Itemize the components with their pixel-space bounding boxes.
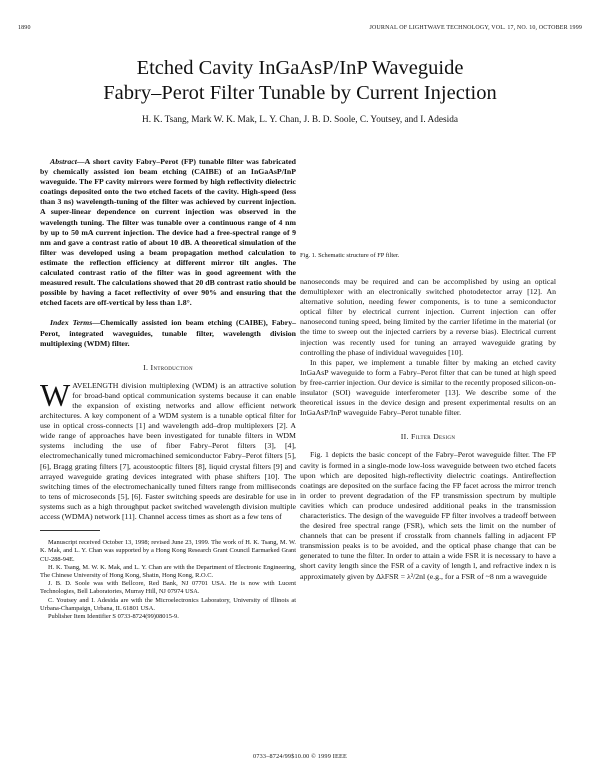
index-terms: [40, 318, 296, 348]
index-terms-text: —Chemically assisted ion beam etching (CAIBE), Fabry–Perot, integrated waveguides, tunable filter, wavelength division multiplexing (WDM) filter.: [40, 318, 296, 348]
intro-text: AVELENGTH division multiplexing (WDM) is an attractive solution for broad-band optical communication systems because it can enable the expansion of existing networks and allow efficient network architectures. A key component of a WDM system is a tunable optical filter for use in optical cross-connects [1] and wavelength add–drop multiplexers [2]. A wide range of approaches have been investigated for tunable filters in WDM systems including the use of fiber Fabry–Perot filters [3], [4], electromechanically tuned micromachined semiconductor Fabry–Perot filters [5], [6], Bragg grating filters [7], acoustooptic filters [8], liquid crystal filters [9] and arrayed waveguide grating devices integrated with phase shifters [10]. The switching times of the electromechanically tuned filters range from milliseconds to tens of microseconds [5], [6]. Faster switching speeds are desirable for use in systems such as a high throughput packet switched wavelength division multiple access (WDMA) network [11]. Channel access times as short as a few tens of: [40, 380, 296, 521]
copyright-footer: 0733–8724/99$10.00 © 1999 IEEE: [253, 753, 347, 760]
footnote: J. B. D. Soole was with Bellcore, Red Bank, NJ 07701 USA. He is now with Lucent Technologies, Bell Laboratories, Murray Hill, NJ 07974 USA.: [40, 580, 296, 596]
section-heading-introduction: [40, 363, 296, 373]
author-list: H. K. Tsang, Mark W. K. Mak, L. Y. Chan, J. B. D. Soole, C. Youtsey, and I. Adesida: [142, 115, 458, 125]
body-paragraph: nanoseconds may be required and can be accomplished by using an optical demultiplexer with an electronically switched photodetector array [12]. An alternative solution, needing fewer components, is to tune a semiconductor optical filter by electrical current injection. Current injection can offer nanosecond tuning speed, being limited by the carrier lifetime in the material (or the time to sweep out the injected carriers by a reverse bias). Electrical current injection was recently used for tuning an arrayed waveguide grating by controlling the phase of individual waveguides [10].: [300, 277, 556, 357]
section-numeral: I.: [143, 362, 149, 372]
footnote: Publisher Item Identifier S 0733-8724(99)08015-9.: [48, 612, 179, 620]
drop-cap: W: [40, 376, 71, 413]
figure-1-placeholder: [300, 157, 556, 251]
abstract: [40, 157, 296, 308]
title-line-2: Fabry–Perot Filter Tunable by Current Injection: [103, 82, 497, 104]
footnote: H. K. Tsang, M. W. K. Mak, and L. Y. Chan are with the Department of Electronic Engineering, The Chinese University of Hong Kong, Shatin, Hong Kong, R.O.C.: [40, 563, 296, 579]
footnote: Manuscript received October 13, 1998; revised June 23, 1999. The work of H. K. Tsang, M. W. K. Mak, and L. Y. Chan was supported by a Hong Kong Research Grant Council Earmarked Grant CU-288-94E.: [40, 539, 296, 563]
paper-title: [0, 56, 600, 106]
journal-citation: JOURNAL OF LIGHTWAVE TECHNOLOGY, VOL. 17, NO. 10, OCTOBER 1999: [369, 25, 582, 31]
left-column: [40, 157, 296, 621]
body-paragraph: Fig. 1 depicts the basic concept of the Fabry–Perot waveguide filter. The FP cavity is formed in a single-mode low-loss waveguide between two etched facets upon which are deposited high-reflectivity dielectric coatings. Antireflection coatings are deposited on the surface facing the FP facet across the mirror trench in order to prevent degradation of the FP transmission spectrum by multiple cavities which can produce undesired additional peaks in the transmission characteristics. The design of the waveguide FP filter involves a tradeoff between the desired free spectral range (FSR), which sets the limit on the number of channels that can be present if crosstalk from channels falling in adjacent FP transmission peaks is to be avoided, and the optical phase change that can be generated to tune the filter. In order to attain a wide FSR it is necessary to have a short cavity length since the FSR of a cavity of length l, and refractive index n is approximately given by ΔλFSR = λ²/2nl (e.g., for a FSR of ~8 nm a waveguide: [300, 450, 556, 581]
intro-paragraph: [40, 376, 296, 522]
body-paragraph: In this paper, we implement a tunable filter by making an etched cavity InGaAsP waveguide to form a Fabry–Perot filter that can be tuned at high speed by free-carrier injection. Our device is similar to the recently proposed silicon-on-insulator (SOI) waveguide interferometer [13]. We describe some of the theoretical issues in the device design and present experimental results on an InGaAsP/InP waveguide Fabry–Perot tunable filter.: [300, 357, 556, 418]
running-header: [18, 25, 582, 35]
abstract-label: Abstract—: [50, 157, 85, 166]
abstract-text: A short cavity Fabry–Perot (FP) tunable filter was fabricated by chemically assisted ion beam etching (CAIBE) of an InGaAsP/InP waveguide. The FP cavity mirrors were formed by high reflectivity dielectric coatings deposited onto the two etched facets of the cavity. High-speed (less than 3 ns) wavelength-tuning of the filter was achieved by current injection. A super-linear dependence on current injection was observed in the wavelength tuning. The filter was tunable over a continuous range of 4 nm by up to 50 mA current injection. The device had a free-spectral range of 9 nm and gave a contrast ratio of about 10 dB. A theoretical simulation of the filter was developed using a beam propagation method calculation to estimate the reflection efficiency at different mirror tilt angles. The calculated contrast ratio of the filter was in good agreement with the measured result. The calculations showed that 20 dB contrast ratio should be possible by having a facet reflectivity of over 90% and ensuring that the etched facets are off-vertical by less than 1.8°.: [40, 157, 296, 308]
section-heading-filter-design: [300, 432, 556, 442]
section-title: Introduction: [150, 362, 193, 372]
section-numeral: II.: [400, 432, 409, 442]
page-number: 1890: [18, 25, 31, 31]
right-column: [300, 277, 556, 582]
footnotes: [40, 539, 296, 621]
index-terms-label: Index Terms: [50, 318, 93, 328]
figure-1-caption: Fig. 1. Schematic structure of FP filter.: [300, 252, 400, 259]
footnote: C. Youtsey and I. Adesida are with the Microelectronics Laboratory, University of Illinois at Urbana-Champaign, Urbana, IL 61801 USA.: [40, 596, 296, 612]
section-title: Filter Design: [411, 432, 456, 442]
footnote-rule: [40, 530, 100, 531]
title-line-1: Etched Cavity InGaAsP/InP Waveguide: [136, 57, 464, 79]
